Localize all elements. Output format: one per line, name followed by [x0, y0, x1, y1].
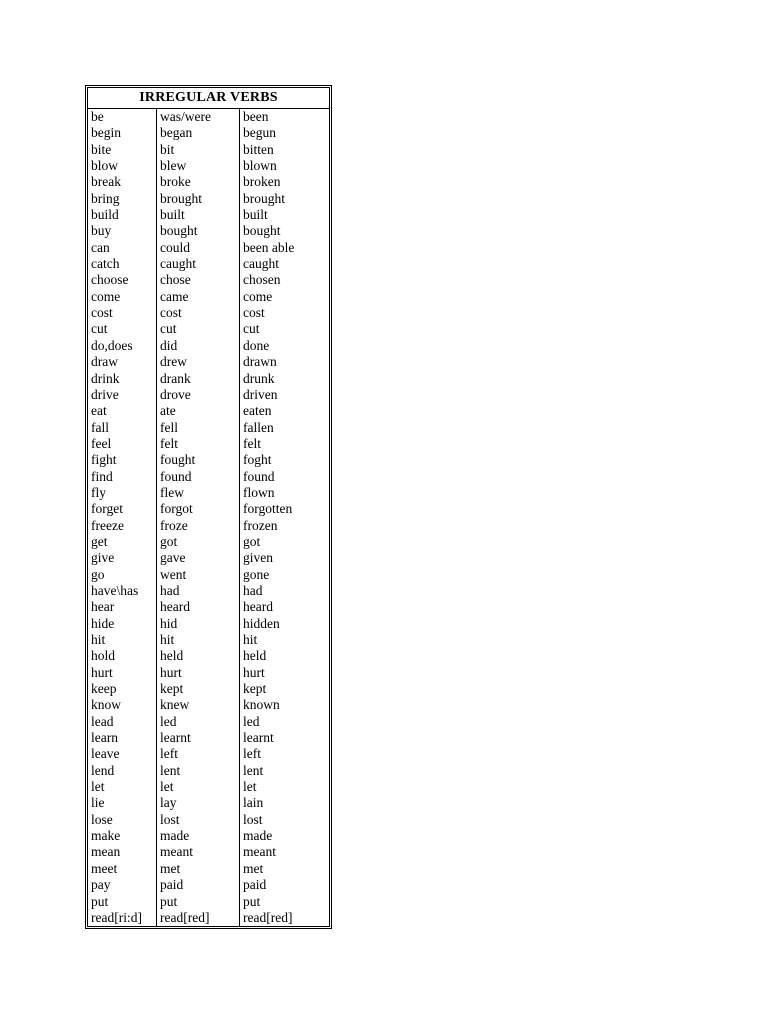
base-form-cell: hold	[91, 648, 116, 664]
past-simple-cell: had	[160, 582, 180, 598]
past-simple-cell: drank	[160, 370, 191, 386]
base-form-cell: put	[91, 893, 109, 909]
past-participle-cell: bought	[243, 223, 281, 239]
past-participle-cell: forgotten	[243, 501, 293, 517]
past-participle-cell: cost	[243, 305, 265, 321]
past-simple-cell: meant	[160, 844, 193, 860]
base-form-column	[88, 109, 157, 926]
base-form-cell: lead	[91, 713, 114, 729]
base-form-cell: hit	[91, 632, 106, 647]
past-participle-cell: put	[243, 893, 261, 909]
past-simple-cell: did	[160, 337, 178, 353]
past-participle-cell: held	[243, 648, 267, 664]
base-form-cell: fall	[91, 419, 109, 435]
past-simple-column	[157, 109, 240, 926]
past-participle-column	[240, 109, 329, 926]
past-simple-cell: forgot	[160, 501, 193, 517]
past-participle-cell: begun	[243, 125, 276, 141]
past-simple-cell: ate	[160, 403, 176, 419]
irregular-verbs-table	[85, 85, 332, 929]
past-simple-cell: lent	[160, 762, 181, 778]
base-form-cell: can	[91, 239, 110, 255]
past-simple-cell: bit	[160, 141, 175, 157]
past-simple-cell: met	[160, 860, 181, 876]
base-form-cell: drive	[91, 386, 119, 402]
past-participle-cell: meant	[243, 844, 276, 860]
past-simple-cell: got	[160, 533, 178, 549]
base-form-cell: eat	[91, 403, 107, 419]
past-simple-cell: hit	[160, 632, 175, 647]
base-form-cell: lend	[91, 762, 115, 778]
table-body	[88, 109, 329, 926]
base-form-cell: keep	[91, 681, 117, 697]
past-simple-cell: kept	[160, 681, 184, 697]
past-simple-cell: held	[160, 648, 184, 664]
base-form-cell: get	[91, 533, 108, 549]
base-form-cell: drink	[91, 370, 120, 386]
past-simple-cell: paid	[160, 877, 184, 893]
past-simple-cell: brought	[160, 190, 202, 206]
past-simple-cell: began	[160, 125, 193, 141]
past-simple-cell: bought	[160, 223, 198, 239]
past-participle-cell: led	[243, 713, 260, 729]
past-participle-cell: known	[243, 697, 280, 713]
base-form-cell: freeze	[91, 517, 124, 533]
past-participle-cell: made	[243, 828, 273, 844]
past-participle-cell: read[red]	[243, 909, 293, 925]
past-participle-cell: lain	[243, 795, 264, 811]
past-participle-cell: let	[243, 779, 257, 795]
past-simple-cell: let	[160, 779, 174, 795]
past-participle-cell: found	[243, 468, 275, 484]
past-simple-cell: knew	[160, 697, 190, 713]
past-participle-cell: broken	[243, 174, 281, 190]
past-simple-cell: flew	[160, 484, 184, 500]
base-form-cell: pay	[91, 877, 111, 893]
past-simple-cell: chose	[160, 272, 191, 288]
base-form-cell: buy	[91, 223, 112, 239]
past-participle-cell: paid	[243, 877, 267, 893]
base-form-cell: let	[91, 779, 105, 795]
base-form-cell: blow	[91, 158, 118, 174]
past-participle-cell: cut	[243, 321, 260, 337]
past-participle-cell: fallen	[243, 419, 274, 435]
past-participle-cell: lost	[243, 811, 263, 827]
base-form-cell: learn	[91, 730, 118, 746]
base-form-cell: bite	[91, 141, 112, 157]
past-participle-cell: eaten	[243, 403, 272, 419]
past-simple-cell: blew	[160, 158, 187, 174]
base-form-cell: know	[91, 697, 121, 713]
base-form-cell: lose	[91, 811, 113, 827]
past-participle-cell: caught	[243, 256, 279, 272]
past-simple-cell: put	[160, 893, 178, 909]
past-simple-cell: cut	[160, 321, 177, 337]
past-participle-cell: hurt	[243, 664, 265, 680]
past-simple-cell: hid	[160, 615, 178, 631]
past-participle-cell: brought	[243, 190, 285, 206]
base-form-cell: bring	[91, 190, 120, 206]
past-participle-cell: drunk	[243, 370, 275, 386]
past-participle-cell: been	[243, 109, 269, 124]
past-simple-cell: broke	[160, 174, 191, 190]
past-simple-cell: could	[160, 239, 190, 255]
base-form-cell: come	[91, 288, 121, 304]
base-form-cell: build	[91, 207, 119, 223]
base-form-cell: have\has	[91, 582, 139, 598]
past-participle-cell: done	[243, 337, 270, 353]
base-form-cell: hide	[91, 615, 115, 631]
past-simple-cell: lay	[160, 795, 177, 811]
past-simple-cell: made	[160, 828, 190, 844]
past-participle-cell: foght	[243, 452, 272, 468]
base-form-cell: go	[91, 566, 105, 582]
past-simple-cell: built	[160, 207, 185, 223]
past-participle-cell: left	[243, 746, 261, 762]
past-participle-cell: heard	[243, 599, 273, 615]
base-form-cell: choose	[91, 272, 129, 288]
past-simple-cell: hurt	[160, 664, 182, 680]
past-simple-cell: caught	[160, 256, 196, 272]
past-simple-cell: fought	[160, 452, 196, 468]
past-participle-cell: gone	[243, 566, 270, 582]
past-participle-cell: lent	[243, 762, 264, 778]
past-participle-cell: chosen	[243, 272, 281, 288]
table-title: IRREGULAR VERBS	[88, 88, 329, 109]
base-form-cell: feel	[91, 435, 112, 451]
base-form-cell: cut	[91, 321, 108, 337]
base-form-cell: forget	[91, 501, 123, 517]
past-participle-cell: frozen	[243, 517, 278, 533]
past-simple-cell: gave	[160, 550, 186, 566]
base-form-cell: fly	[91, 484, 106, 500]
past-simple-cell: left	[160, 746, 178, 762]
past-participle-cell: hit	[243, 632, 258, 647]
past-participle-cell: bitten	[243, 141, 274, 157]
base-form-cell: hear	[91, 599, 115, 615]
past-participle-cell: kept	[243, 681, 267, 697]
past-participle-cell: met	[243, 860, 264, 876]
past-simple-cell: drew	[160, 354, 187, 370]
past-participle-cell: had	[243, 582, 263, 598]
base-form-cell: leave	[91, 746, 120, 762]
base-form-cell: do,does	[91, 337, 133, 353]
base-form-cell: catch	[91, 256, 120, 272]
base-form-cell: lie	[91, 795, 105, 811]
past-simple-cell: read[red]	[160, 909, 210, 925]
past-participle-cell: learnt	[243, 730, 274, 746]
past-simple-cell: was/were	[160, 109, 211, 124]
past-participle-cell: come	[243, 288, 273, 304]
past-participle-cell: felt	[243, 435, 261, 451]
past-participle-cell: flown	[243, 484, 275, 500]
past-simple-cell: went	[160, 566, 187, 582]
base-form-cell: break	[91, 174, 121, 190]
base-form-cell: find	[91, 468, 113, 484]
base-form-cell: hurt	[91, 664, 113, 680]
past-simple-cell: heard	[160, 599, 190, 615]
past-simple-cell: found	[160, 468, 192, 484]
past-simple-cell: led	[160, 713, 177, 729]
past-participle-cell: driven	[243, 386, 278, 402]
past-participle-cell: hidden	[243, 615, 280, 631]
base-form-cell: cost	[91, 305, 113, 321]
past-participle-cell: been able	[243, 239, 295, 255]
past-participle-cell: drawn	[243, 354, 277, 370]
past-simple-cell: came	[160, 288, 189, 304]
past-simple-cell: drove	[160, 386, 191, 402]
base-form-cell: draw	[91, 354, 118, 370]
base-form-cell: meet	[91, 860, 118, 876]
past-participle-cell: got	[243, 533, 261, 549]
base-form-cell: mean	[91, 844, 121, 860]
past-simple-cell: felt	[160, 435, 178, 451]
base-form-cell: make	[91, 828, 121, 844]
past-simple-cell: cost	[160, 305, 182, 321]
past-simple-cell: learnt	[160, 730, 191, 746]
base-form-cell: give	[91, 550, 115, 566]
base-form-cell: begin	[91, 125, 121, 141]
past-participle-cell: given	[243, 550, 273, 566]
past-simple-cell: fell	[160, 419, 178, 435]
past-participle-cell: blown	[243, 158, 277, 174]
base-form-cell: read[ri:d]	[91, 909, 142, 925]
base-form-cell: fight	[91, 452, 117, 468]
base-form-cell: be	[91, 109, 104, 124]
past-participle-cell: built	[243, 207, 268, 223]
past-simple-cell: lost	[160, 811, 180, 827]
past-simple-cell: froze	[160, 517, 188, 533]
